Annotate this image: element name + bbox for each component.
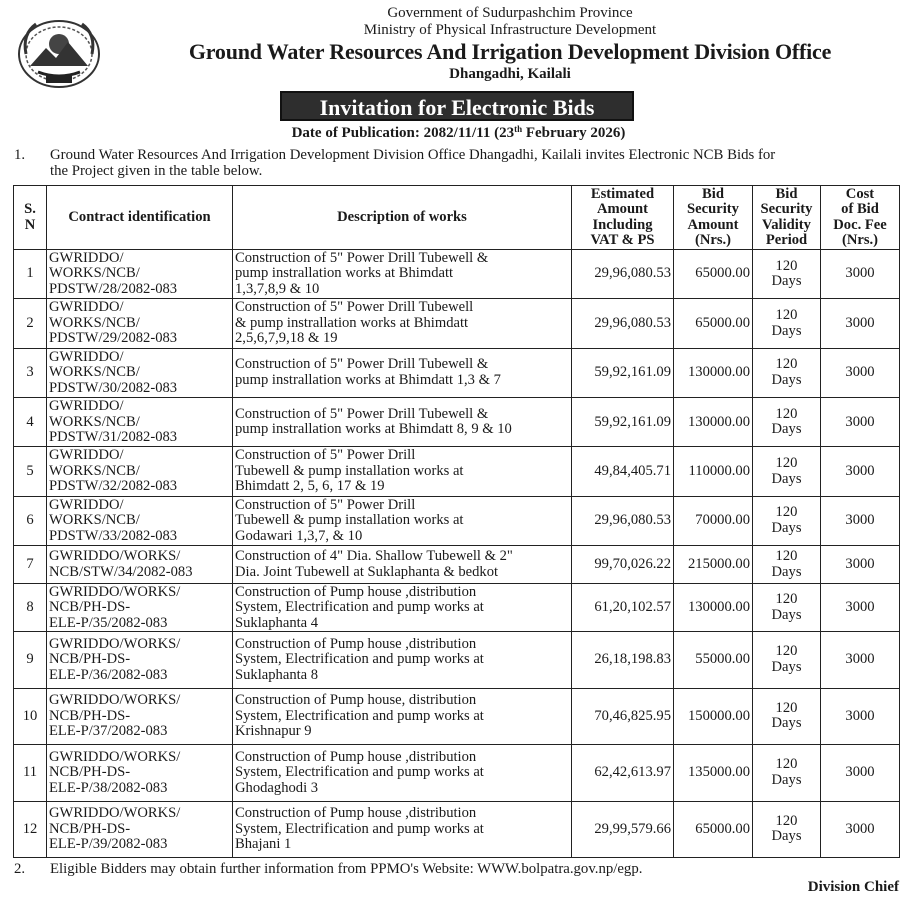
table-row: [14, 398, 900, 447]
cell-description: Construction of Pump house ,distribution System, Electrification and pump works at Bhajani 1: [233, 801, 572, 858]
cell-sn: 1: [14, 250, 47, 299]
publication-date-prefix: Date of Publication: 2082/11/11 (23: [291, 125, 515, 141]
cell-security: 130000.00: [674, 584, 753, 632]
table-row: [14, 250, 900, 299]
cell-contract: GWRIDDO/ WORKS/NCB/ PDSTW/31/2082-083: [47, 398, 233, 447]
notice-banner: Invitation for Electronic Bids: [280, 91, 634, 121]
signature: Division Chief: [807, 879, 899, 895]
ministry-line: Ministry of Physical Infrastructure Development: [363, 22, 657, 38]
cell-amount: 49,84,405.71: [572, 447, 674, 496]
cell-validity: 120 Days: [753, 688, 821, 744]
table-row: [14, 348, 900, 397]
cell-validity: 120 Days: [753, 546, 821, 584]
cell-amount: 99,70,026.22: [572, 546, 674, 584]
cell-security: 65000.00: [674, 801, 753, 858]
nepal-emblem-icon: [16, 14, 102, 90]
cell-amount: 61,20,102.57: [572, 584, 674, 632]
cell-sn: 3: [14, 348, 47, 397]
header-security: Bid Security Amount (Nrs.): [674, 186, 753, 250]
cell-contract: GWRIDDO/WORKS/ NCB/PH-DS- ELE-P/35/2082-083: [47, 584, 233, 632]
intro-number: 1.: [14, 147, 26, 163]
office-location: Dhangadhi, Kailali: [449, 66, 571, 82]
cell-validity: 120 Days: [753, 447, 821, 496]
table-row: [14, 299, 900, 348]
cell-fee: 3000: [821, 745, 900, 801]
cell-security: 130000.00: [674, 348, 753, 397]
header-description: Description of works: [233, 186, 572, 250]
cell-contract: GWRIDDO/WORKS/ NCB/PH-DS- ELE-P/37/2082-083: [47, 688, 233, 744]
cell-contract: GWRIDDO/ WORKS/NCB/ PDSTW/29/2082-083: [47, 299, 233, 348]
cell-description: Construction of 5" Power Drill Tubewell & pump instrallation works at Bhimdatt 1,3,7,8,9 & 10: [233, 250, 572, 299]
cell-validity: 120 Days: [753, 584, 821, 632]
cell-sn: 5: [14, 447, 47, 496]
note-text: Eligible Bidders may obtain further information from PPMO's Website: WWW.bolpatra.gov.np/egp.: [50, 861, 643, 877]
cell-fee: 3000: [821, 546, 900, 584]
cell-contract: GWRIDDO/WORKS/ NCB/PH-DS- ELE-P/38/2082-083: [47, 745, 233, 801]
cell-amount: 29,96,080.53: [572, 299, 674, 348]
cell-amount: 70,46,825.95: [572, 688, 674, 744]
header-fee: Cost of Bid Doc. Fee (Nrs.): [821, 186, 900, 250]
publication-date-suffix: February 2026): [522, 125, 626, 141]
cell-amount: 29,99,579.66: [572, 801, 674, 858]
table-row: [14, 745, 900, 801]
header-validity: Bid Security Validity Period: [753, 186, 821, 250]
cell-description: Construction of 4" Dia. Shallow Tubewell & 2" Dia. Joint Tubewell at Suklaphanta & bedkot: [233, 546, 572, 584]
table-row: [14, 447, 900, 496]
cell-contract: GWRIDDO/ WORKS/NCB/ PDSTW/28/2082-083: [47, 250, 233, 299]
cell-description: Construction of Pump house ,distribution System, Electrification and pump works at Suklaphanta 8: [233, 632, 572, 688]
cell-description: Construction of 5" Power Drill Tubewell & pump instrallation works at Bhimdatt 8, 9 & 10: [233, 398, 572, 447]
cell-description: Construction of Pump house ,distribution System, Electrification and pump works at Ghodaghodi 3: [233, 745, 572, 801]
cell-validity: 120 Days: [753, 632, 821, 688]
cell-sn: 8: [14, 584, 47, 632]
cell-contract: GWRIDDO/WORKS/ NCB/STW/34/2082-083: [47, 546, 233, 584]
cell-description: Construction of 5" Power Drill Tubewell & pump installation works at Bhimdatt 2, 5, 6, 17 & 19: [233, 447, 572, 496]
table-row: [14, 584, 900, 632]
cell-sn: 11: [14, 745, 47, 801]
cell-sn: 6: [14, 496, 47, 545]
cell-description: Construction of 5" Power Drill Tubewell & pump instrallation works at Bhimdatt 2,5,6,7,9,18 & 19: [233, 299, 572, 348]
cell-description: Construction of Pump house ,distribution System, Electrification and pump works at Suklaphanta 4: [233, 584, 572, 632]
table-row: [14, 496, 900, 545]
cell-sn: 12: [14, 801, 47, 858]
cell-security: 55000.00: [674, 632, 753, 688]
cell-amount: 29,96,080.53: [572, 496, 674, 545]
cell-security: 70000.00: [674, 496, 753, 545]
cell-contract: GWRIDDO/WORKS/ NCB/PH-DS- ELE-P/36/2082-083: [47, 632, 233, 688]
cell-description: Construction of 5" Power Drill Tubewell & pump instrallation works at Bhimdatt 1,3 & 7: [233, 348, 572, 397]
cell-amount: 59,92,161.09: [572, 398, 674, 447]
cell-fee: 3000: [821, 348, 900, 397]
cell-sn: 10: [14, 688, 47, 744]
government-line: Government of Sudurpashchim Province: [387, 5, 633, 21]
header-amount: Estimated Amount Including VAT & PS: [572, 186, 674, 250]
cell-fee: 3000: [821, 801, 900, 858]
cell-security: 150000.00: [674, 688, 753, 744]
cell-security: 135000.00: [674, 745, 753, 801]
cell-security: 65000.00: [674, 250, 753, 299]
table-row: [14, 632, 900, 688]
office-title: Ground Water Resources And Irrigation Development Division Office: [188, 39, 832, 64]
cell-security: 215000.00: [674, 546, 753, 584]
cell-fee: 3000: [821, 447, 900, 496]
cell-amount: 26,18,198.83: [572, 632, 674, 688]
note-number: 2.: [14, 861, 26, 877]
cell-validity: 120 Days: [753, 745, 821, 801]
cell-validity: 120 Days: [753, 801, 821, 858]
cell-validity: 120 Days: [753, 496, 821, 545]
cell-fee: 3000: [821, 584, 900, 632]
cell-sn: 2: [14, 299, 47, 348]
cell-validity: 120 Days: [753, 299, 821, 348]
cell-validity: 120 Days: [753, 250, 821, 299]
cell-sn: 9: [14, 632, 47, 688]
bids-table: [13, 185, 900, 858]
cell-fee: 3000: [821, 496, 900, 545]
cell-validity: 120 Days: [753, 398, 821, 447]
cell-fee: 3000: [821, 250, 900, 299]
header-sn: S. N: [14, 186, 47, 250]
intro-line-2: the Project given in the table below.: [50, 163, 263, 179]
cell-sn: 7: [14, 546, 47, 584]
cell-sn: 4: [14, 398, 47, 447]
cell-fee: 3000: [821, 632, 900, 688]
cell-security: 110000.00: [674, 447, 753, 496]
cell-security: 65000.00: [674, 299, 753, 348]
table-row: [14, 688, 900, 744]
cell-amount: 59,92,161.09: [572, 348, 674, 397]
cell-fee: 3000: [821, 299, 900, 348]
cell-fee: 3000: [821, 398, 900, 447]
cell-fee: 3000: [821, 688, 900, 744]
table-header-row: [14, 186, 900, 250]
cell-description: Construction of 5" Power Drill Tubewell & pump installation works at Godawari 1,3,7, & 10: [233, 496, 572, 545]
cell-contract: GWRIDDO/ WORKS/NCB/ PDSTW/32/2082-083: [47, 447, 233, 496]
cell-contract: GWRIDDO/ WORKS/NCB/ PDSTW/30/2082-083: [47, 348, 233, 397]
intro-line-1: Ground Water Resources And Irrigation Development Division Office Dhangadhi, Kailali invites Electronic NCB Bids for: [50, 147, 776, 163]
table-row: [14, 546, 900, 584]
cell-description: Construction of Pump house, distribution System, Electrification and pump works at Krishnapur 9: [233, 688, 572, 744]
cell-contract: GWRIDDO/WORKS/ NCB/PH-DS- ELE-P/39/2082-083: [47, 801, 233, 858]
cell-amount: 29,96,080.53: [572, 250, 674, 299]
cell-validity: 120 Days: [753, 348, 821, 397]
table-row: [14, 801, 900, 858]
cell-amount: 62,42,613.97: [572, 745, 674, 801]
publication-date-sup: th: [514, 124, 523, 134]
publication-date: [0, 125, 917, 141]
header-contract: Contract identification: [47, 186, 233, 250]
cell-contract: GWRIDDO/ WORKS/NCB/ PDSTW/33/2082-083: [47, 496, 233, 545]
cell-security: 130000.00: [674, 398, 753, 447]
